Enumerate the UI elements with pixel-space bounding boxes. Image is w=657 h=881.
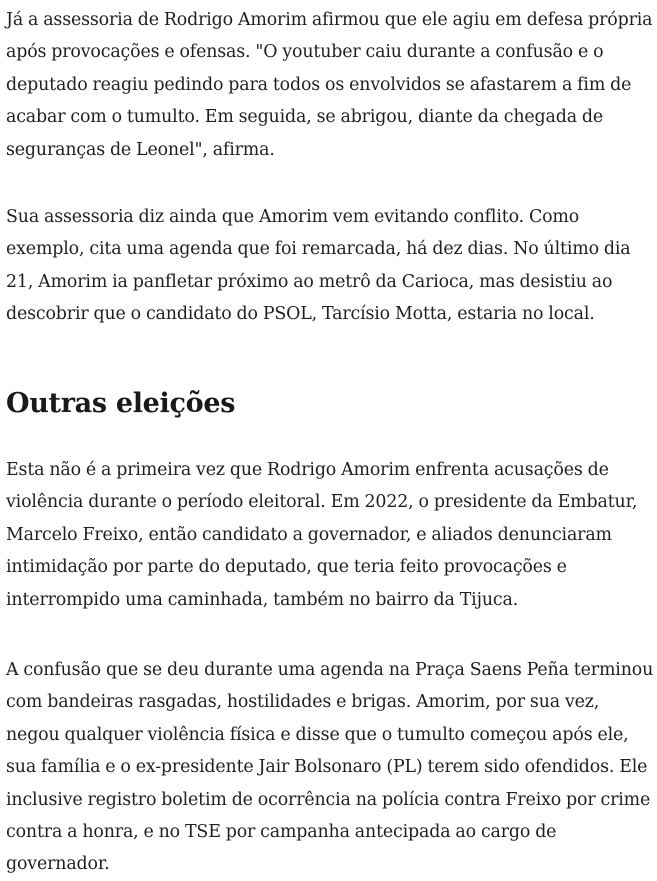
article-paragraph-4: A confusão que se deu durante uma agenda na Praça Saens Peña terminou com bandeiras rasgadas, hostilidades e brigas. Amorim, por sua vez, negou qualquer violência física e disse que o tumulto começou após ele, sua família e o ex-presidente Jair Bolsonaro (PL) terem sido ofendidos. Ele inclusive registro boletim de ocorrência na polícia contra Freixo por crime contra a honra, e no TSE por campanha antecipada ao cargo de governador. <box>6 660 654 875</box>
article-paragraph-3: Esta não é a primeira vez que Rodrigo Amorim enfrenta acusações de violência durante o período eleitoral. Em 2022, o presidente da Embatur, Marcelo Freixo, então candidato a governador, e aliados denunciaram intimidação por parte do deputado, que teria feito provocações e interrompido uma caminhada, também no bairro da Tijuca. <box>6 460 638 610</box>
section-heading: Outras eleições <box>6 388 236 419</box>
article-paragraph-2: Sua assessoria diz ainda que Amorim vem evitando conflito. Como exemplo, cita uma agenda que foi remarcada, há dez dias. No último dia 21, Amorim ia panfletar próximo ao metrô da Carioca, mas desistiu ao descobrir que o candidato do PSOL, Tarcísio Motta, estaria no local. <box>6 207 631 325</box>
article-paragraph-1: Já a assessoria de Rodrigo Amorim afirmou que ele agiu em defesa própria após provocações e ofensas. "O youtuber caiu durante a confusão e o deputado reagiu pedindo para todos os envolvidos se afastarem a fim de acabar com o tumulto. Em seguida, se abrigou, diante da chegada de seguranças de Leonel", afirma. <box>6 10 653 160</box>
